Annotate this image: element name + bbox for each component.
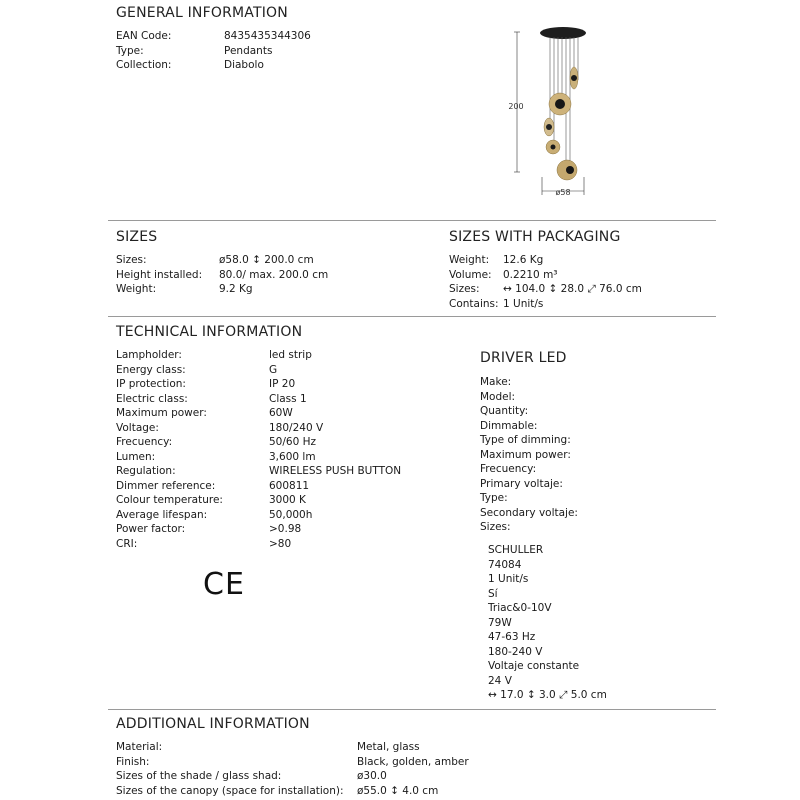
height-installed-value: 80.0/ max. 200.0 cm (219, 268, 329, 281)
pkg-contains-value: 1 Unit/s (503, 297, 544, 310)
tech-label: Electric class: (116, 392, 188, 405)
tech-value: 180/240 V (269, 421, 324, 434)
tech-value: Class 1 (269, 392, 307, 405)
driver-label: Maximum power: (480, 448, 571, 461)
tech-value: WIRELESS PUSH BUTTON (269, 465, 402, 477)
pkg-contains-label: Contains: (449, 297, 499, 310)
tech-value: 3,600 lm (269, 450, 316, 463)
sizes-value: ø58.0 ↕ 200.0 cm (219, 254, 314, 266)
canopy-size-value: ø55.0 ↕ 4.0 cm (357, 784, 439, 797)
tech-value: >0.98 (269, 523, 302, 535)
type-label: Type: (116, 44, 144, 57)
sizes-values (219, 253, 328, 297)
width-label: ø58 (555, 188, 571, 197)
driver-value: Sí (488, 587, 498, 600)
driver-label: Secondary voltaje: (480, 506, 578, 519)
shades (544, 67, 578, 180)
shade-size-label: Sizes of the shade / glass shad: (116, 770, 282, 783)
tech-label: Voltage: (116, 421, 159, 434)
tech-label: Regulation: (116, 465, 176, 477)
finish-value: Black, golden, amber (357, 755, 469, 768)
sizes-label: Sizes: (116, 254, 147, 266)
tech-value: 60W (269, 407, 293, 419)
height-installed-label: Height installed: (116, 268, 203, 281)
tech-label: Average lifespan: (116, 508, 208, 521)
ean-label: EAN Code: (116, 30, 172, 42)
driver-value: 24 V (488, 674, 512, 687)
divider (108, 220, 716, 221)
tech-label: Energy class: (116, 363, 186, 376)
product-drawing (500, 20, 610, 202)
tech-label: Frecuency: (116, 436, 173, 448)
technical-values (269, 348, 401, 551)
material-value: Metal, glass (357, 741, 420, 753)
driver-labels (480, 375, 578, 535)
tech-value: IP 20 (269, 378, 296, 390)
pkg-volume-value: 0.2210 m³ (503, 268, 558, 281)
tech-value: 50,000h (269, 508, 313, 521)
driver-value: 180-240 V (488, 645, 543, 658)
general-labels (116, 29, 171, 73)
driver-value: 47-63 Hz (488, 631, 536, 643)
finish-label: Finish: (116, 755, 150, 768)
canopy-size-label: Sizes of the canopy (space for installation): (116, 784, 344, 797)
driver-label: Type: (480, 492, 508, 504)
tech-label: Dimmer reference: (116, 479, 216, 492)
driver-value: SCHULLER (488, 544, 544, 556)
additional-values (357, 740, 469, 798)
material-label: Material: (116, 741, 163, 753)
packaging-values (503, 253, 642, 311)
driver-value: Triac&0-10V (488, 602, 552, 614)
driver-values (488, 543, 607, 703)
pkg-sizes-label: Sizes: (449, 283, 480, 296)
tech-label: Lampholder: (116, 349, 182, 361)
pkg-weight-label: Weight: (449, 254, 490, 266)
driver-label: Quantity: (480, 405, 529, 417)
canopy-shape (540, 27, 586, 39)
driver-value: ↔ 17.0 ↕ 3.0 ⤢ 5.0 cm (488, 689, 607, 701)
tech-label: Power factor: (116, 523, 186, 535)
collection-value: Diabolo (224, 59, 264, 72)
tech-label: Colour temperature: (116, 494, 223, 506)
driver-title: DRIVER LED (480, 350, 567, 366)
type-value: Pendants (224, 44, 273, 57)
tech-value: 3000 K (269, 494, 306, 506)
driver-value: 79W (488, 616, 512, 629)
divider (108, 316, 716, 317)
driver-label: Frecuency: (480, 463, 537, 475)
tech-value: G (269, 363, 278, 376)
tech-label: CRI: (116, 537, 138, 550)
shade-size-value: ø30.0 (357, 770, 387, 783)
driver-label: Primary voltaje: (480, 477, 563, 490)
general-values (224, 29, 311, 73)
divider (108, 709, 716, 710)
driver-label: Type of dimming: (480, 434, 571, 446)
driver-value: 1 Unit/s (488, 573, 529, 585)
packaging-labels (449, 253, 499, 311)
pkg-weight-value: 12.6 Kg (503, 254, 544, 266)
tech-value: led strip (269, 349, 312, 361)
ce-mark: CE (203, 567, 245, 602)
driver-label: Model: (480, 390, 516, 403)
driver-label: Make: (480, 376, 512, 388)
tech-value: 50/60 Hz (269, 436, 317, 448)
pkg-sizes-value: ↔ 104.0 ↕ 28.0 ⤢ 76.0 cm (503, 283, 642, 296)
general-title: GENERAL INFORMATION (116, 5, 288, 21)
sizes-labels (116, 253, 202, 297)
additional-labels (116, 740, 344, 798)
collection-label: Collection: (116, 59, 172, 72)
weight-value: 9.2 Kg (219, 283, 253, 296)
driver-value: 74084 (488, 558, 522, 571)
driver-value: Voltaje constante (488, 660, 580, 672)
technical-labels (116, 348, 223, 551)
ean-value: 8435435344306 (224, 30, 311, 42)
additional-title: ADDITIONAL INFORMATION (116, 716, 310, 732)
height-label: 200 (508, 102, 524, 111)
packaging-title: SIZES WITH PACKAGING (449, 229, 621, 245)
driver-label: Sizes: (480, 521, 511, 533)
tech-label: IP protection: (116, 378, 186, 390)
tech-value: >80 (269, 537, 292, 550)
tech-label: Maximum power: (116, 407, 207, 419)
driver-label: Dimmable: (480, 419, 538, 432)
weight-label: Weight: (116, 283, 157, 296)
sizes-title: SIZES (116, 229, 158, 245)
tech-label: Lumen: (116, 450, 156, 463)
technical-title: TECHNICAL INFORMATION (116, 324, 303, 340)
tech-value: 600811 (269, 479, 310, 492)
pkg-volume-label: Volume: (449, 268, 492, 281)
